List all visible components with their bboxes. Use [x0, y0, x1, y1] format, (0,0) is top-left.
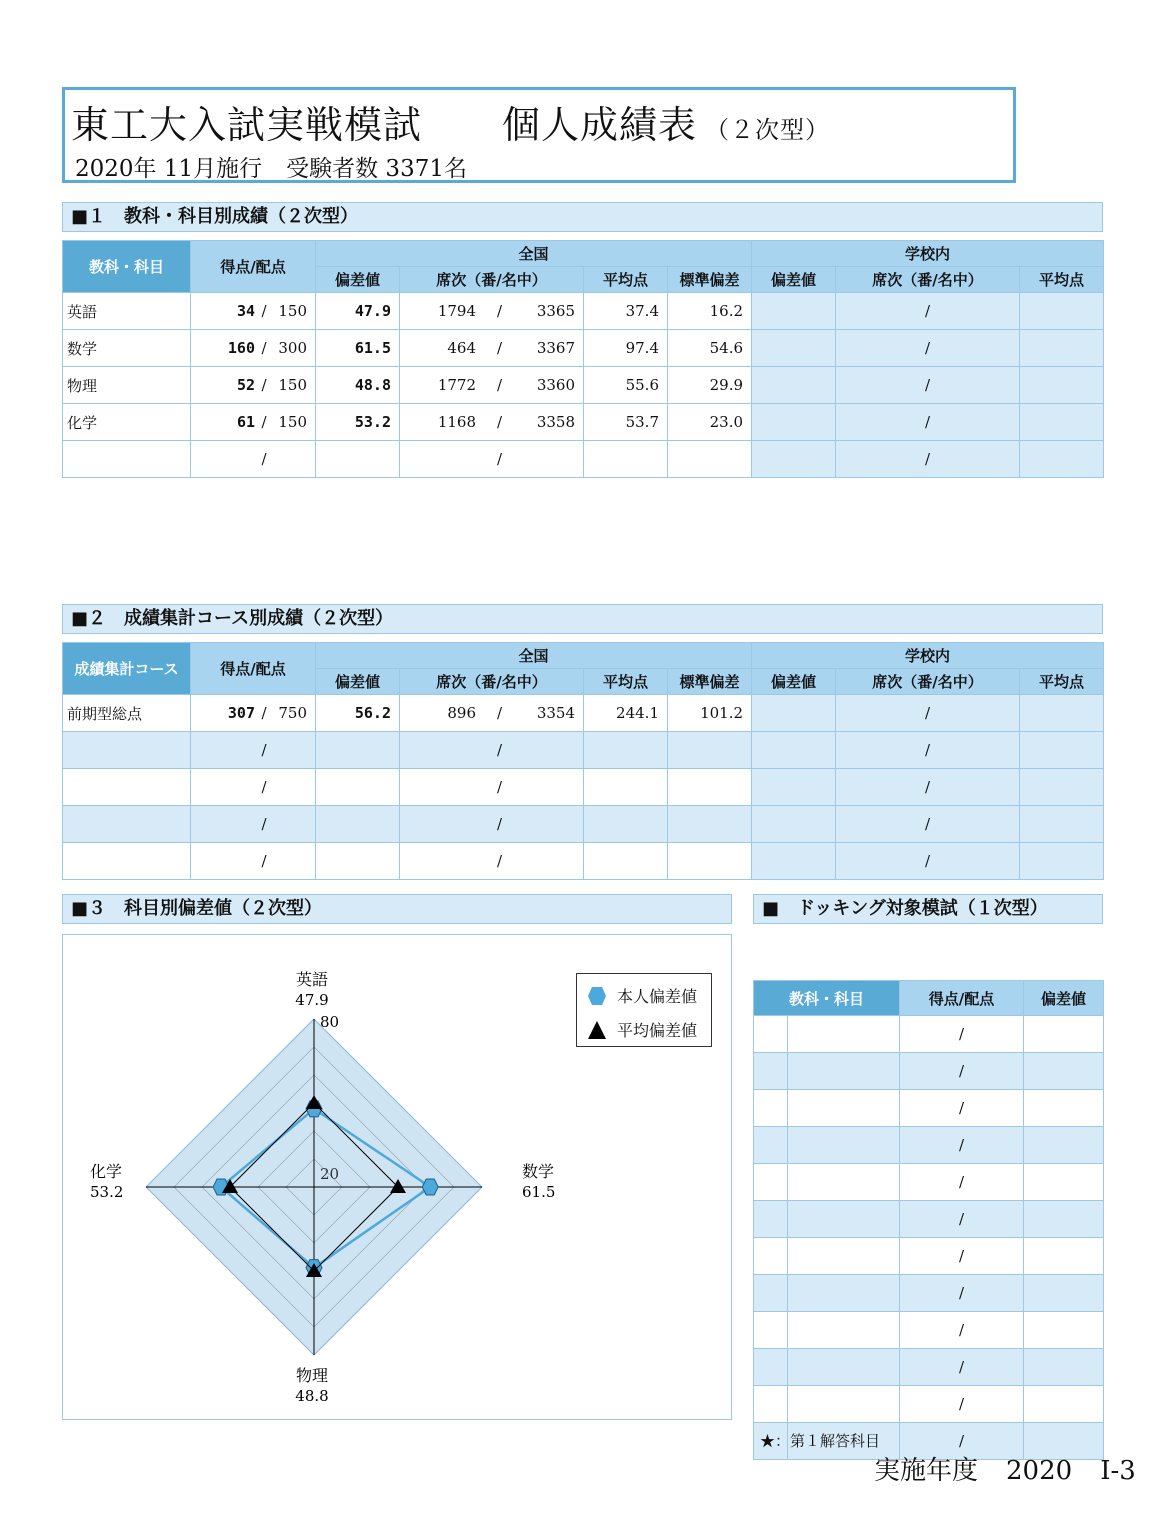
data-point-self — [422, 1179, 438, 1195]
row-score: / — [191, 806, 316, 843]
row-school-deviation — [752, 441, 836, 478]
row-subject — [788, 1238, 900, 1275]
table-row — [754, 1386, 1104, 1423]
subject-header: 教科・科目 — [63, 241, 191, 293]
row-school-deviation — [752, 769, 836, 806]
footnote: ★：第１解答科目 — [760, 1432, 881, 1450]
row-subject: 前期型総点 — [63, 695, 191, 732]
row-std: 16.2 — [668, 293, 752, 330]
row-score: / — [900, 1423, 1024, 1460]
range-min-label: 20 — [320, 1165, 340, 1183]
row-average: 97.4 — [584, 330, 668, 367]
report-type: （２次型） — [705, 116, 831, 144]
row-subject — [788, 1275, 900, 1312]
course-score-table — [62, 642, 1104, 880]
report-header — [62, 87, 1016, 183]
row-school-average — [1020, 695, 1104, 732]
examinee-count: 受験者数 3371名 — [286, 156, 467, 182]
category-value-label: 47.9 — [295, 991, 329, 1009]
table-row — [63, 293, 1104, 330]
row-school-average — [1020, 404, 1104, 441]
row-school-average — [1020, 293, 1104, 330]
row-school-average — [1020, 843, 1104, 880]
std-header: 標準偏差 — [668, 669, 752, 695]
row-score: 307 / 750 — [191, 695, 316, 732]
category-value-label: 53.2 — [90, 1183, 124, 1201]
row-deviation — [316, 843, 400, 880]
average-header: 平均点 — [584, 267, 668, 293]
row-deviation — [316, 769, 400, 806]
report-subtitle: 個人成績表 — [502, 103, 698, 147]
table-row — [63, 441, 1104, 478]
footer-year: 2020 — [1006, 1456, 1073, 1486]
row-score: / — [191, 732, 316, 769]
row-school-average — [1020, 806, 1104, 843]
row-mark — [754, 1127, 788, 1164]
row-score: / — [900, 1090, 1024, 1127]
row-std — [668, 806, 752, 843]
row-score: / — [900, 1349, 1024, 1386]
row-subject — [63, 441, 191, 478]
row-school-average — [1020, 367, 1104, 404]
row-average — [584, 732, 668, 769]
table-row — [63, 330, 1104, 367]
row-deviation — [1024, 1349, 1104, 1386]
school-deviation-header: 偏差値 — [752, 669, 836, 695]
row-mark — [754, 1201, 788, 1238]
row-average — [584, 806, 668, 843]
exam-title: 東工大入試実戦模試 — [71, 103, 423, 147]
row-std — [668, 769, 752, 806]
row-school-deviation — [752, 293, 836, 330]
row-std — [668, 441, 752, 478]
row-mark — [754, 1312, 788, 1349]
range-max-label: 80 — [320, 1013, 340, 1031]
row-rank: / — [400, 806, 584, 843]
national-header: 全国 — [316, 643, 752, 669]
row-std — [668, 843, 752, 880]
table-row — [63, 404, 1104, 441]
category-label: 数学 — [522, 1162, 555, 1181]
row-rank: 896 / 3354 — [400, 695, 584, 732]
row-mark — [754, 1016, 788, 1053]
national-header: 全国 — [316, 241, 752, 267]
legend-item-self — [587, 984, 697, 1007]
row-average — [584, 769, 668, 806]
report-title — [71, 94, 830, 149]
table-row — [754, 1312, 1104, 1349]
table-row — [63, 732, 1104, 769]
row-score: 61 / 150 — [191, 404, 316, 441]
row-subject: 英語 — [63, 293, 191, 330]
row-score: / — [191, 441, 316, 478]
row-deviation — [1024, 1090, 1104, 1127]
row-school-rank: / — [836, 367, 1020, 404]
legend-label-average: 平均偏差値 — [617, 1021, 698, 1040]
row-score: / — [191, 843, 316, 880]
footer-label: 実施年度 — [874, 1456, 979, 1486]
row-subject — [788, 1127, 900, 1164]
row-deviation — [1024, 1127, 1104, 1164]
row-school-average — [1020, 330, 1104, 367]
row-subject — [788, 1312, 900, 1349]
row-school-deviation — [752, 695, 836, 732]
row-deviation — [1024, 1386, 1104, 1423]
docking-deviation-header: 偏差値 — [1024, 981, 1104, 1016]
row-school-rank: / — [836, 404, 1020, 441]
row-mark — [754, 1386, 788, 1423]
row-school-rank: / — [836, 843, 1020, 880]
footer-code: I-3 — [1100, 1456, 1136, 1486]
table-row — [754, 1238, 1104, 1275]
subject-score-table — [62, 240, 1104, 478]
table-row — [63, 695, 1104, 732]
docking-score-header: 得点/配点 — [900, 981, 1024, 1016]
row-subject — [63, 843, 191, 880]
row-rank: 1772 / 3360 — [400, 367, 584, 404]
row-average: 37.4 — [584, 293, 668, 330]
row-score: / — [900, 1016, 1024, 1053]
school-average-header: 平均点 — [1020, 669, 1104, 695]
row-deviation: 53.2 — [316, 404, 400, 441]
table-row — [63, 843, 1104, 880]
row-school-average — [1020, 769, 1104, 806]
row-average: 244.1 — [584, 695, 668, 732]
legend-label-self: 本人偏差値 — [617, 987, 698, 1006]
row-rank: / — [400, 769, 584, 806]
row-average: 55.6 — [584, 367, 668, 404]
exam-date: 2020年 11月施行 — [75, 156, 263, 182]
section2-title: ■２ 成績集計コース別成績（２次型） — [62, 604, 1103, 634]
school-header: 学校内 — [752, 241, 1104, 267]
row-std: 54.6 — [668, 330, 752, 367]
rank-header: 席次（番/名中） — [400, 669, 584, 695]
triangle-marker-icon — [587, 1020, 607, 1040]
row-rank: / — [400, 441, 584, 478]
row-deviation — [1024, 1164, 1104, 1201]
row-subject — [788, 1090, 900, 1127]
category-value-label: 48.8 — [295, 1387, 329, 1405]
row-std: 101.2 — [668, 695, 752, 732]
row-score: 52 / 150 — [191, 367, 316, 404]
row-school-rank: / — [836, 732, 1020, 769]
school-rank-header: 席次（番/名中） — [836, 267, 1020, 293]
category-label: 化学 — [90, 1162, 123, 1181]
row-school-deviation — [752, 367, 836, 404]
row-score: / — [900, 1201, 1024, 1238]
course-header: 成績集計コース — [63, 643, 191, 695]
row-rank: 1168 / 3358 — [400, 404, 584, 441]
school-average-header: 平均点 — [1020, 267, 1104, 293]
section4-title: ■ ドッキング対象模試（１次型） — [753, 894, 1103, 924]
row-subject — [788, 1349, 900, 1386]
row-score: / — [900, 1127, 1024, 1164]
row-subject — [63, 806, 191, 843]
row-average: 53.7 — [584, 404, 668, 441]
table-row — [754, 1053, 1104, 1090]
row-school-rank: / — [836, 330, 1020, 367]
score-header: 得点/配点 — [191, 241, 316, 293]
table-row — [754, 1090, 1104, 1127]
row-score: / — [900, 1238, 1024, 1275]
row-school-rank: / — [836, 806, 1020, 843]
category-label: 英語 — [295, 970, 329, 989]
row-score: 34 / 150 — [191, 293, 316, 330]
row-score: / — [900, 1312, 1024, 1349]
row-rank: / — [400, 732, 584, 769]
row-deviation — [1024, 1312, 1104, 1349]
row-std: 23.0 — [668, 404, 752, 441]
deviation-header: 偏差値 — [316, 267, 400, 293]
row-deviation: 56.2 — [316, 695, 400, 732]
row-deviation: 48.8 — [316, 367, 400, 404]
std-header: 標準偏差 — [668, 267, 752, 293]
row-deviation — [316, 732, 400, 769]
table-row — [754, 1201, 1104, 1238]
row-score: / — [900, 1164, 1024, 1201]
table-row — [63, 769, 1104, 806]
row-school-deviation — [752, 806, 836, 843]
section3-title: ■３ 科目別偏差値（２次型） — [62, 894, 732, 924]
chart-legend — [576, 973, 712, 1047]
row-subject — [63, 732, 191, 769]
row-deviation — [1024, 1016, 1104, 1053]
hexagon-marker-icon — [587, 986, 607, 1006]
row-school-deviation — [752, 330, 836, 367]
table-row — [63, 806, 1104, 843]
row-deviation — [1024, 1238, 1104, 1275]
row-subject — [788, 1386, 900, 1423]
row-school-rank: / — [836, 441, 1020, 478]
row-subject: 物理 — [63, 367, 191, 404]
row-school-deviation — [752, 404, 836, 441]
row-school-average — [1020, 732, 1104, 769]
legend-item-average — [587, 1018, 697, 1041]
average-header: 平均点 — [584, 669, 668, 695]
row-mark — [754, 1238, 788, 1275]
row-mark — [754, 1090, 788, 1127]
table-row — [754, 1016, 1104, 1053]
row-mark — [754, 1349, 788, 1386]
row-rank: / — [400, 843, 584, 880]
row-school-average — [1020, 441, 1104, 478]
row-subject — [63, 769, 191, 806]
table-row — [754, 1349, 1104, 1386]
row-average — [584, 441, 668, 478]
row-deviation — [316, 441, 400, 478]
row-mark — [754, 1053, 788, 1090]
row-score: / — [191, 769, 316, 806]
row-deviation — [1024, 1275, 1104, 1312]
row-subject — [788, 1053, 900, 1090]
school-header: 学校内 — [752, 643, 1104, 669]
row-deviation — [316, 806, 400, 843]
row-subject: 化学 — [63, 404, 191, 441]
table-row — [754, 1127, 1104, 1164]
row-score: / — [900, 1053, 1024, 1090]
row-rank: 464 / 3367 — [400, 330, 584, 367]
row-std — [668, 732, 752, 769]
row-school-rank: / — [836, 769, 1020, 806]
section1-title: ■１ 教科・科目別成績（２次型） — [62, 202, 1103, 232]
row-subject — [788, 1016, 900, 1053]
row-score: / — [900, 1386, 1024, 1423]
row-rank: 1794 / 3365 — [400, 293, 584, 330]
deviation-header: 偏差値 — [316, 669, 400, 695]
row-deviation: 61.5 — [316, 330, 400, 367]
row-deviation — [1024, 1201, 1104, 1238]
row-subject — [788, 1201, 900, 1238]
school-rank-header: 席次（番/名中） — [836, 669, 1020, 695]
exam-info — [75, 150, 491, 183]
row-mark — [754, 1164, 788, 1201]
docking-subject-header: 教科・科目 — [754, 981, 900, 1016]
row-school-rank: / — [836, 695, 1020, 732]
row-subject — [788, 1164, 900, 1201]
row-std: 29.9 — [668, 367, 752, 404]
table-row — [754, 1275, 1104, 1312]
row-deviation: 47.9 — [316, 293, 400, 330]
row-school-deviation — [752, 843, 836, 880]
row-deviation — [1024, 1053, 1104, 1090]
row-score: 160 / 300 — [191, 330, 316, 367]
table-row — [754, 1164, 1104, 1201]
row-average — [584, 843, 668, 880]
table-row — [63, 367, 1104, 404]
page-footer — [874, 1450, 1164, 1487]
category-value-label: 61.5 — [522, 1183, 556, 1201]
row-mark — [754, 1275, 788, 1312]
row-school-deviation — [752, 732, 836, 769]
row-score: / — [900, 1275, 1024, 1312]
row-school-rank: / — [836, 293, 1020, 330]
score-header: 得点/配点 — [191, 643, 316, 695]
radar-chart-panel — [62, 934, 732, 1420]
row-subject: 数学 — [63, 330, 191, 367]
rank-header: 席次（番/名中） — [400, 267, 584, 293]
docking-exam-table — [753, 980, 1104, 1460]
category-label: 物理 — [295, 1366, 329, 1385]
school-deviation-header: 偏差値 — [752, 267, 836, 293]
